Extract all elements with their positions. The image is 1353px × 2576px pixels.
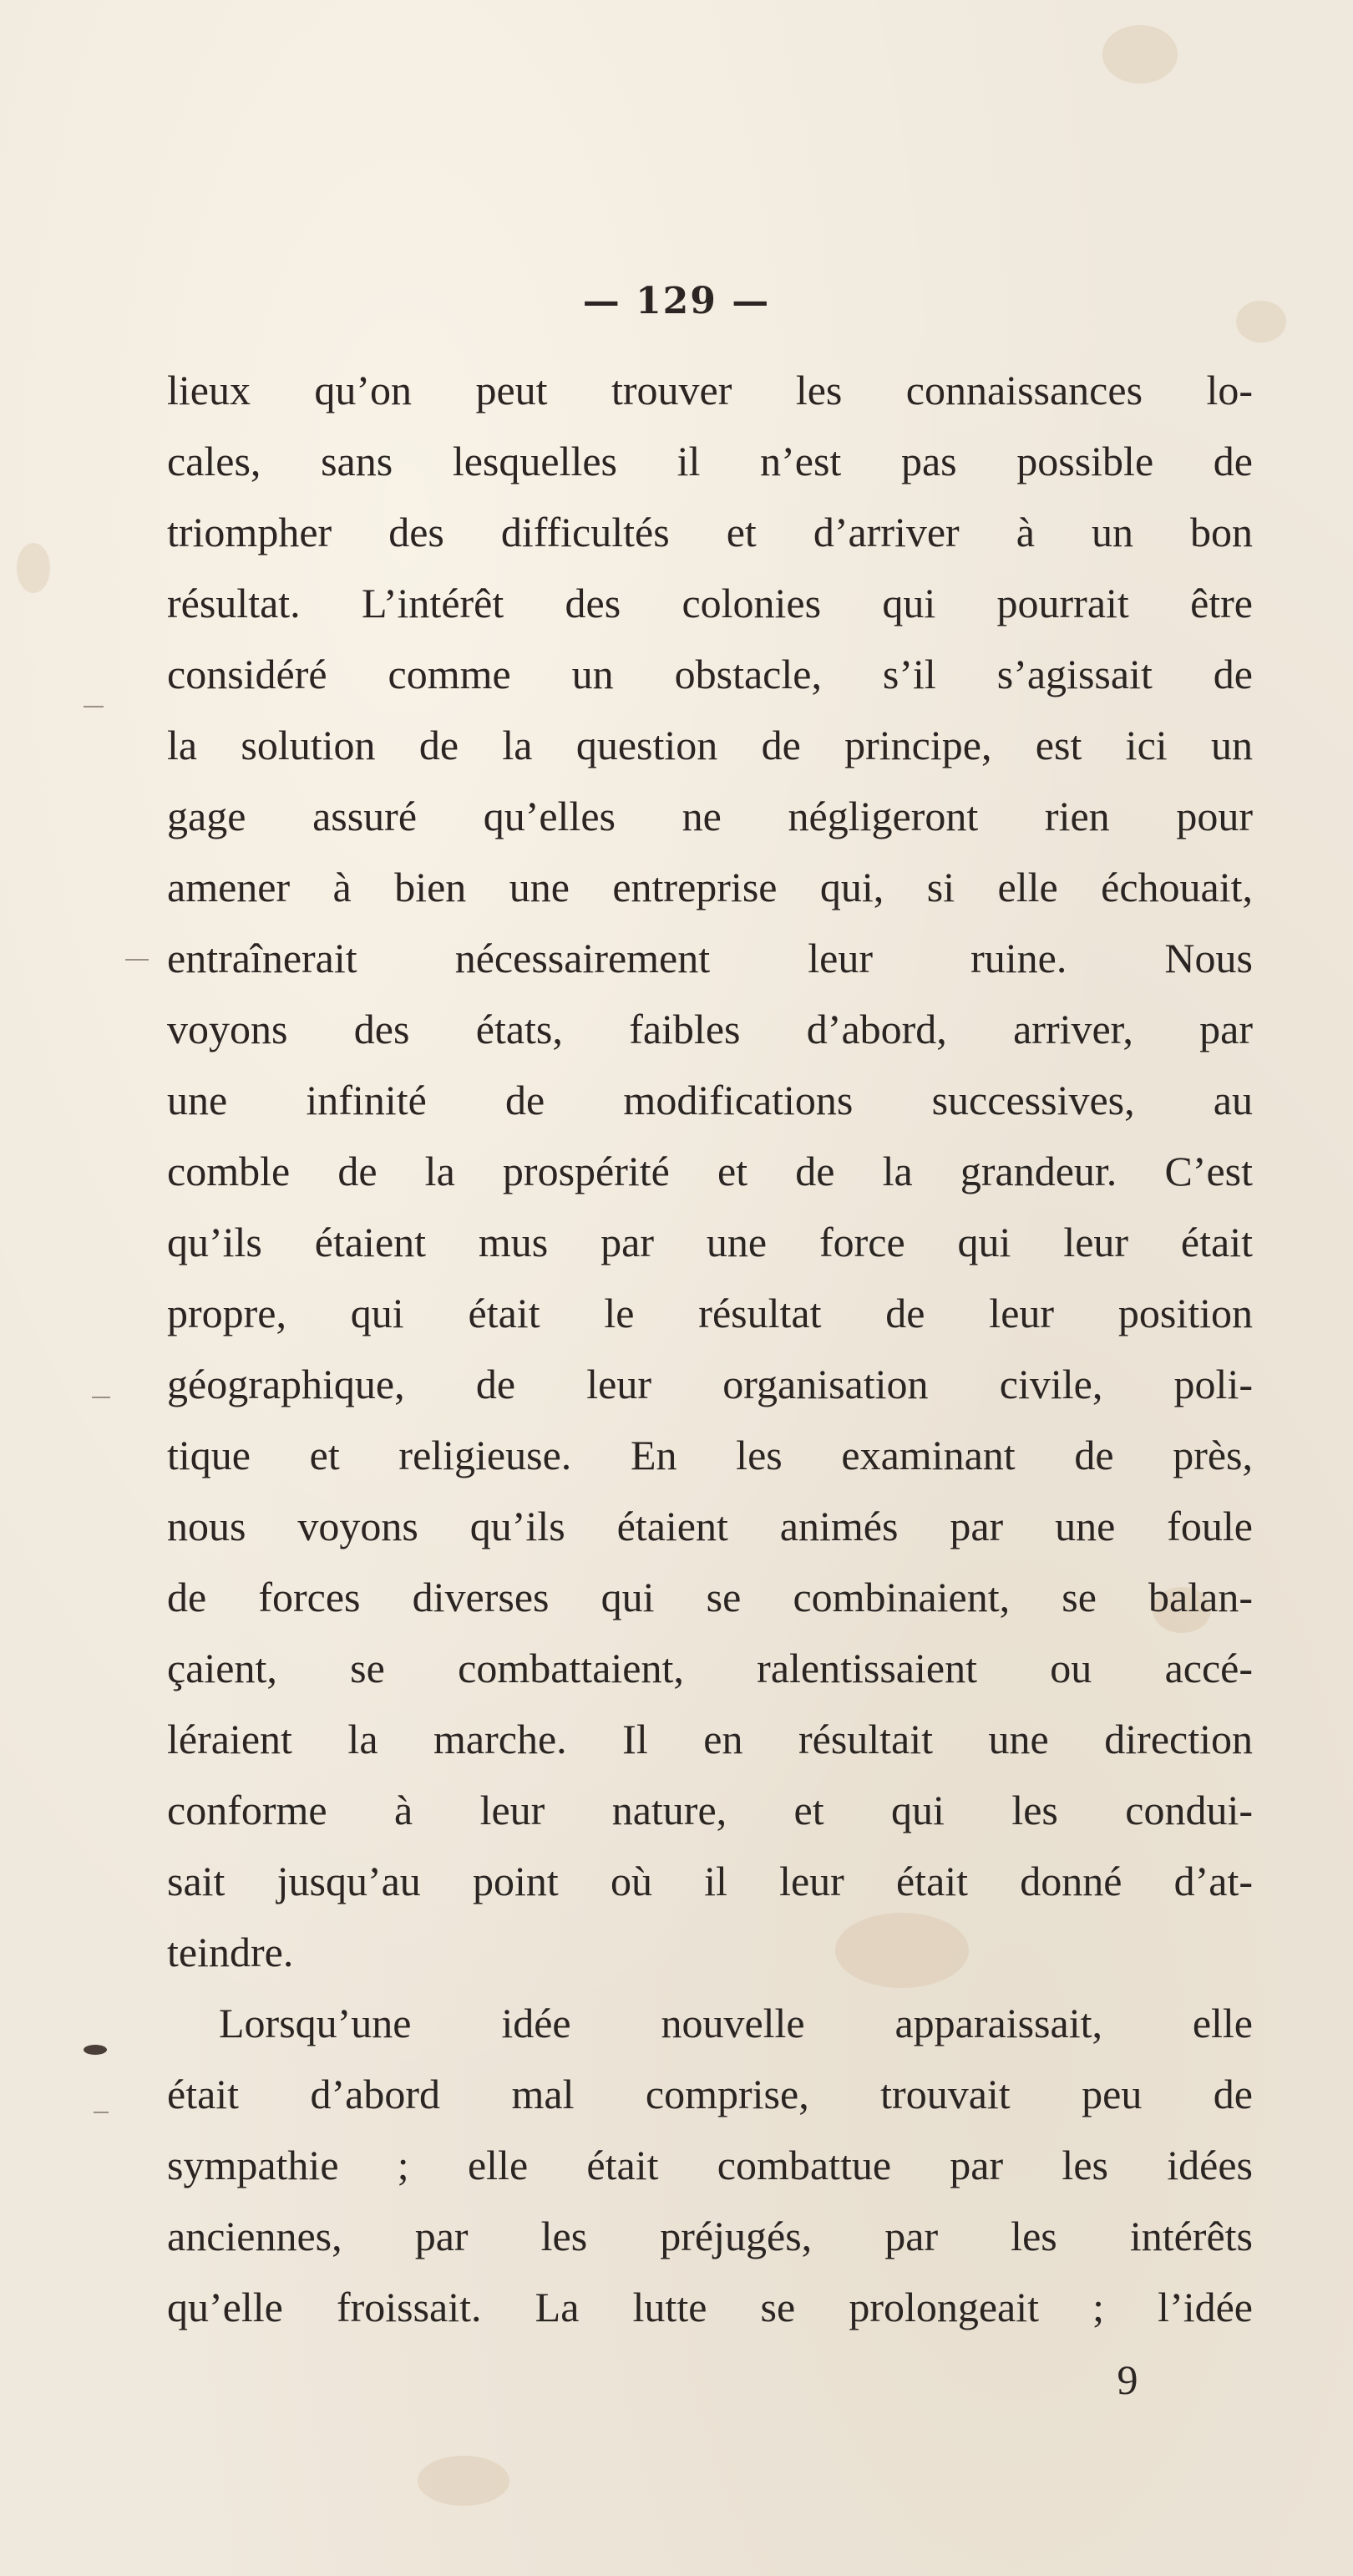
text-line: teindre. — [167, 1929, 294, 1975]
text-line: résultat. L’intérêt des colonies qui pourrait être — [167, 580, 1253, 626]
paper-stain — [1102, 25, 1178, 84]
page-header: — 129 — — [582, 280, 771, 322]
body-text — [167, 355, 1253, 2343]
text-line: qu’elle froissait. La lutte se prolongeait ; l’idée — [167, 2284, 1253, 2330]
text-line: comble de la prospérité et de la grandeur. C’est — [167, 1148, 1253, 1194]
text-line: une infinité de modifications successives, au — [167, 1077, 1253, 1123]
margin-mark — [94, 2112, 109, 2113]
text-line: était d’abord mal comprise, trouvait peu de — [167, 2071, 1253, 2117]
text-line: çaient, se combattaient, ralentissaient ou accé- — [167, 1645, 1253, 1691]
signature-mark: 9 — [1117, 2356, 1138, 2403]
text-line: anciennes, par les préjugés, par les intérêts — [167, 2213, 1253, 2259]
text-line: lieux qu’on peut trouver les connaissances lo- — [167, 367, 1253, 413]
text-line: amener à bien une entreprise qui, si elle échouait, — [167, 864, 1253, 910]
text-line: gage assuré qu’elles ne négligeront rien pour — [167, 793, 1253, 839]
margin-mark — [92, 1397, 110, 1398]
text-line: nous voyons qu’ils étaient animés par une foule — [167, 1503, 1253, 1549]
text-line: tique et religieuse. En les examinant de près, — [167, 1432, 1253, 1478]
text-line: cales, sans lesquelles il n’est pas possible de — [167, 438, 1253, 484]
text-line: sympathie ; elle était combattue par les idées — [167, 2142, 1253, 2188]
text-line: conforme à leur nature, et qui les condui- — [167, 1787, 1253, 1833]
text-line: de forces diverses qui se combinaient, se balan- — [167, 1574, 1253, 1620]
text-line: triompher des difficultés et d’arriver à un bon — [167, 509, 1253, 555]
text-line: sait jusqu’au point où il leur était donné d’at- — [167, 1858, 1253, 1904]
text-line: propre, qui était le résultat de leur position — [167, 1290, 1253, 1336]
text-line: entraînerait nécessairement leur ruine. Nous — [167, 935, 1253, 981]
text-line: qu’ils étaient mus par une force qui leur était — [167, 1219, 1253, 1265]
text-line: géographique, de leur organisation civile, poli- — [167, 1361, 1253, 1407]
paper-stain — [17, 543, 50, 593]
margin-mark — [125, 959, 149, 961]
text-line: la solution de la question de principe, est ici un — [167, 722, 1253, 768]
margin-mark — [84, 706, 104, 707]
ink-blot — [84, 2045, 107, 2055]
text-line: Lorsqu’une idée nouvelle apparaissait, elle — [219, 2000, 1253, 2046]
paper-stain — [418, 2456, 509, 2506]
text-line: considéré comme un obstacle, s’il s’agissait de — [167, 651, 1253, 697]
text-line: voyons des états, faibles d’abord, arriver, par — [167, 1006, 1253, 1052]
text-line: léraient la marche. Il en résultait une direction — [167, 1716, 1253, 1762]
